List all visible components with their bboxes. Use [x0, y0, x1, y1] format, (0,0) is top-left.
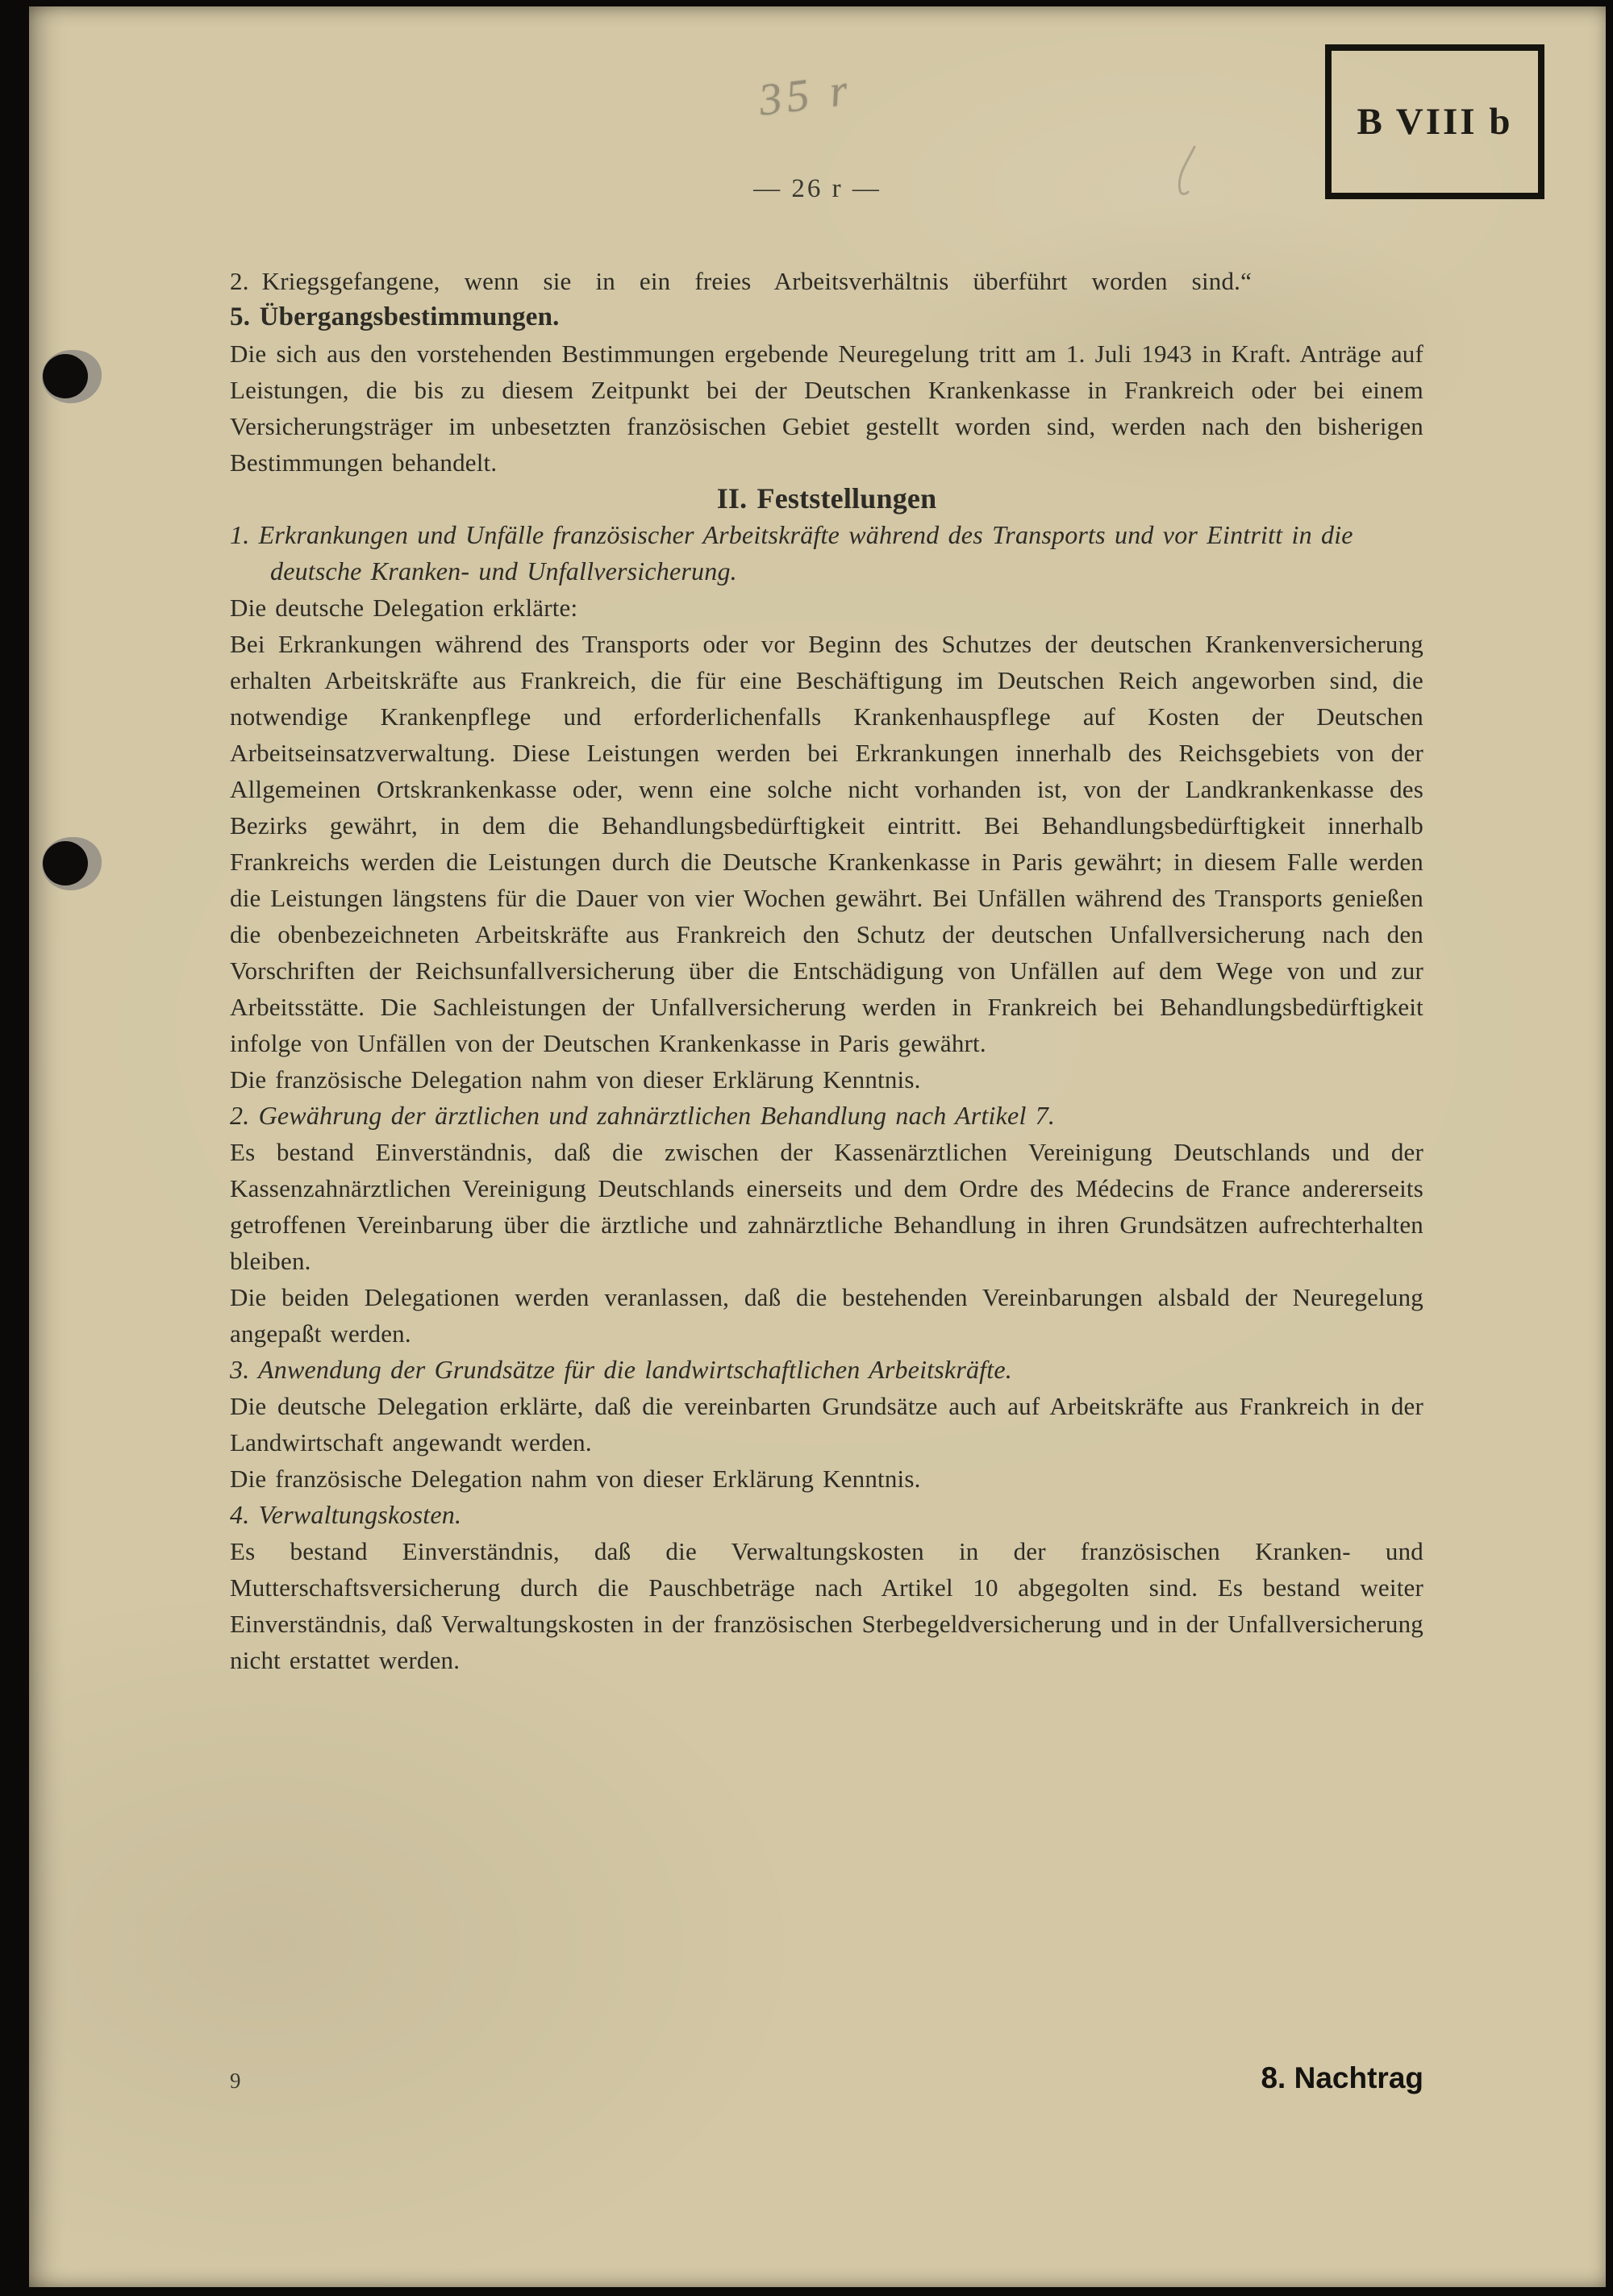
subsection-heading-3: 3. Anwendung der Grundsätze für die landwirtschaftlichen Arbeitskräfte. — [230, 1355, 1012, 1384]
paragraph-sub3-closing: Die französische Delegation nahm von dieser Erklärung Kenntnis. — [230, 1465, 921, 1493]
paragraph-sub3-body: Die deutsche Delegation erklärte, daß die vereinbarten Grundsätze auch auf Arbeitskräfte aus Frankreich in der Landwirtschaft angewandt werden. — [230, 1392, 1423, 1456]
paragraph-sub1-intro: Die deutsche Delegation erklärte: — [230, 594, 578, 622]
paragraph-sub1-body: Bei Erkrankungen während des Transports oder vor Beginn des Schutzes der deutschen Krankenversicherung erhalten Arbeitskräfte aus Frankreich, die für eine Beschäftigung im Deutschen Reich angeworben sind, die notwendige Krankenpflege und erforderlichenfalls Krankenhauspflege auf Kosten der Deutschen Arbeitseinsatzverwaltung. Diese Leistungen werden bei Erkrankungen innerhalb des Reichsgebiets von der Allgemeinen Ortskrankenkasse oder, wenn eine solche nicht vorhanden ist, von der Landkrankenkasse des Bezirks gewährt, in dem die Behandlungsbedürftigkeit eintritt. Bei Behandlungsbedürftigkeit innerhalb Frankreichs werden die Leistungen durch die Deutsche Krankenkasse in Paris gewährt; in diesem Falle werden die Leistungen längstens für die Dauer von vier Wochen gewährt. Bei Unfällen während des Transports genießen die obenbezeichneten Arbeitskräfte aus Frankreich den Schutz der deutschen Unfallversicherung nach den Vorschriften der Reichsunfallversicherung über die Entschädigung von Unfällen auf dem Wege von und zur Arbeitsstätte. Die Sachleistungen der Unfallversicherung werden in Frankreich bei Behandlungsbedürftigkeit infolge von Unfällen von der Deutschen Krankenkasse in Paris gewährt. — [230, 630, 1423, 1057]
footer-page-number: 9 — [230, 2069, 241, 2093]
item-number: 2. — [230, 267, 249, 295]
section-heading-uebergangsbestimmungen: 5. Übergangsbestimmungen. — [230, 302, 560, 331]
paragraph-sub2-body: Es bestand Einverständnis, daß die zwischen der Kassenärztlichen Vereinigung Deutschlands und der Kassenzahnärztlichen Vereinigung Deutschlands einerseits und dem Ordre des Médecins de France andererseits getroffenen Vereinbarung über die ärztliche und zahnärztliche Behandlung in ihren Grundsätzen aufrechterhalten bleiben. — [230, 1138, 1423, 1275]
pencil-note: 35 r — [756, 65, 856, 126]
subsection-heading-4: 4. Verwaltungskosten. — [230, 1500, 462, 1529]
classification-label: B VIII b — [1357, 101, 1513, 143]
chapter-heading-feststellungen: II. Feststellungen — [716, 482, 937, 515]
subsection-heading-1: 1. Erkrankungen und Unfälle französischer Arbeitskräfte während des Transports und vor Eintritt in die deutsche Kranken- und Unfallversicherung. — [230, 520, 1353, 585]
page-footer — [230, 2061, 1423, 2095]
item-text: Kriegsgefangene, wenn sie in ein freies Arbeitsverhältnis überführt worden sind.“ — [261, 267, 1252, 295]
paragraph-sub1-closing: Die französische Delegation nahm von dieser Erklärung Kenntnis. — [230, 1065, 921, 1094]
list-item-kriegsgefangene — [230, 263, 1423, 299]
paragraph-uebergangsbestimmungen: Die sich aus den vorstehenden Bestimmungen ergebende Neuregelung tritt am 1. Juli 1943 in Kraft. Anträge auf Leistungen, die bis zu diesem Zeitpunkt bei der Deutschen Krankenkasse in Frankreich oder bei einem Versicherungsträger im unbesetzten französischen Gebiet gestellt worden sind, werden nach den bisherigen Bestimmungen behandelt. — [230, 340, 1423, 477]
paragraph-sub2-closing: Die beiden Delegationen werden veranlassen, daß die bestehenden Vereinbarungen alsbald der Neuregelung angepaßt werden. — [230, 1283, 1423, 1348]
footer-supplement-label: 8. Nachtrag — [1261, 2061, 1423, 2094]
paragraph-sub4-body: Es bestand Einverständnis, daß die Verwaltungskosten in der französischen Kranken- und Mutterschaftsversicherung durch die Pauschbeträge nach Artikel 10 abgegolten sind. Es bestand weiter Einverständnis, daß Verwaltungskosten in der französischen Sterbegeldversicherung und in der Unfallversicherung nicht erstattet werden. — [230, 1537, 1423, 1674]
document-page — [29, 6, 1606, 2287]
document-content — [29, 6, 1606, 1678]
subsection-heading-2: 2. Gewährung der ärztlichen und zahnärztlichen Behandlung nach Artikel 7. — [230, 1101, 1056, 1130]
page-number: — 26 r — — [753, 174, 882, 203]
